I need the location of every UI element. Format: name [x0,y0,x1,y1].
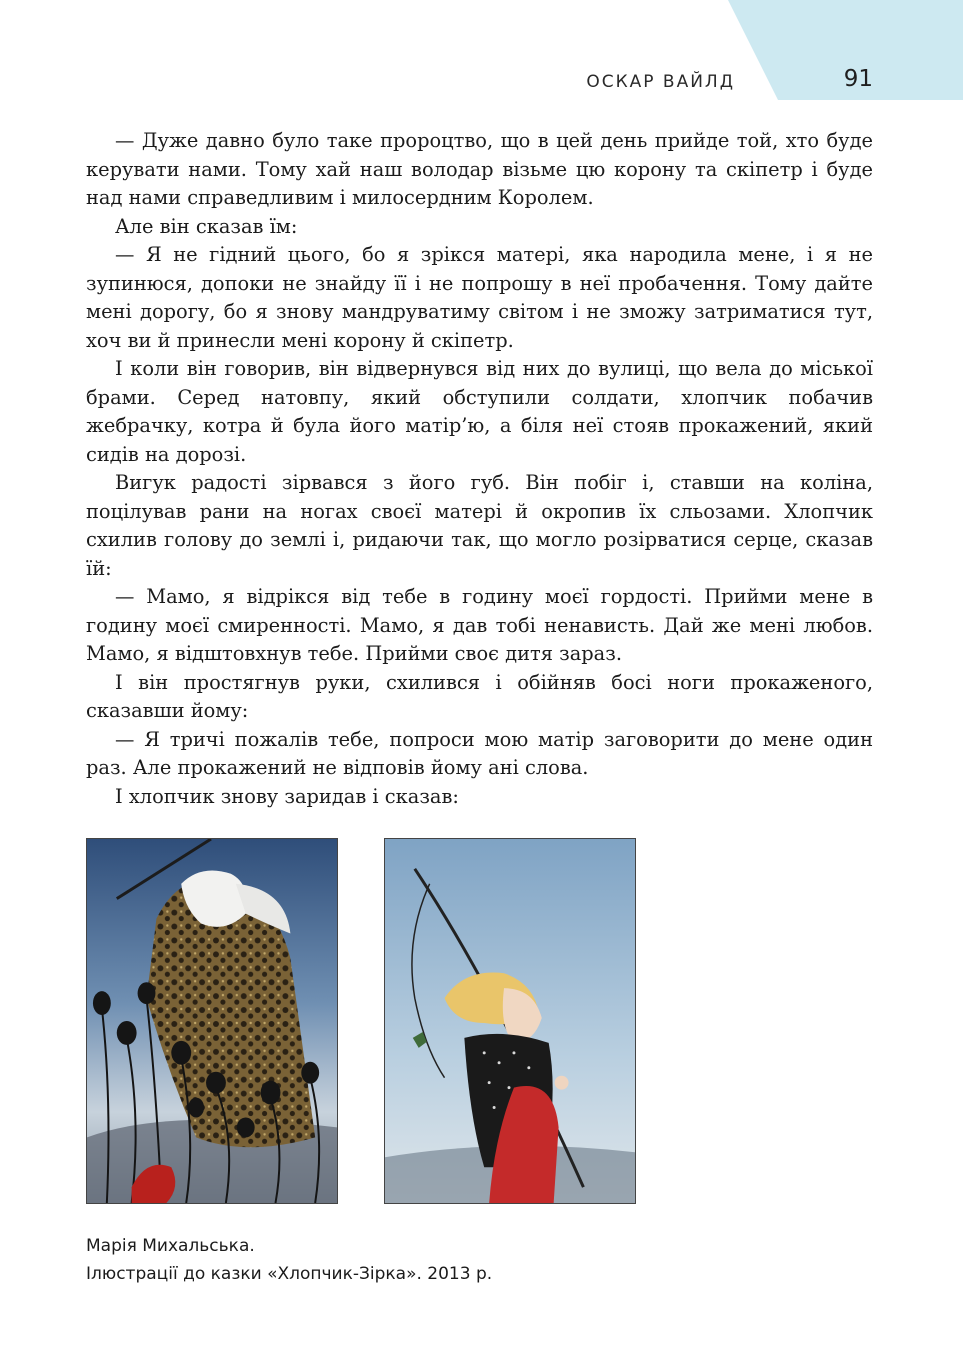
illustration-star-child [384,838,636,1204]
paragraph: — Дуже давно було таке пророцтво, що в цей день прийде той, хто буде керувати нами. Тому хай наш володар візьме цю корону та скіпетр і буде над нами справедливим і милосердним Королем. [86,129,873,209]
paragraph: — Я не гідний цього, бо я зрікся матері, яка народила мене, і я не зупинюся, допоки не знайду її і не попрошу в неї пробачення. Тому дайте мені дорогу, бо я знову мандруватиму світом і не зможу затриматися тут, хоч ви й принесли мені корону й скіпетр. [86,243,873,352]
illustration-leper [86,838,338,1204]
paragraph: Вигук радості зірвався з його губ. Він побіг і, ставши на коліна, поцілував рани на ногах своєї матері й окропив їх сльозами. Хлопчик схилив голову до землі і, ридаючи так, що могло розірватися серце, сказав їй: [86,471,873,580]
caption-author: Марія Михальська. [86,1236,255,1256]
page-number: 91 [843,66,873,92]
paragraph: — Мамо, я відрікся від тебе в годину моєї гордості. Прийми мене в годину моєї смиренності. Мамо, я дав тобі ненависть. Дай же мені любов. Мамо, я відштовхнув тебе. Прийми своє дитя зараз. [86,585,873,665]
caption [86,1232,492,1288]
body-text [86,127,873,811]
paragraph: Але він сказав їм: [115,214,298,238]
caption-title: Ілюстрації до казки «Хлопчик-Зірка». 2013 р. [86,1264,493,1284]
running-head: ОСКАР ВАЙЛД [586,72,735,92]
paragraph: І хлопчик знову заридав і сказав: [115,784,459,808]
paragraph: І він простягнув руки, схилився і обійняв босі ноги прокаженого, сказавши йому: [86,670,873,722]
paragraph: І коли він говорив, він відвернувся від них до вулиці, що вела до міської брами. Серед натовпу, який обступили солдати, хлопчик побачив жебрачку, котра й була його матір’ю, а біля неї стояв прокажений, який сидів на дорозі. [86,357,873,466]
paragraph: — Я тричі пожалів тебе, попроси мою матір заговорити до мене один раз. Але прокажений не відповів йому ані слова. [86,727,873,779]
